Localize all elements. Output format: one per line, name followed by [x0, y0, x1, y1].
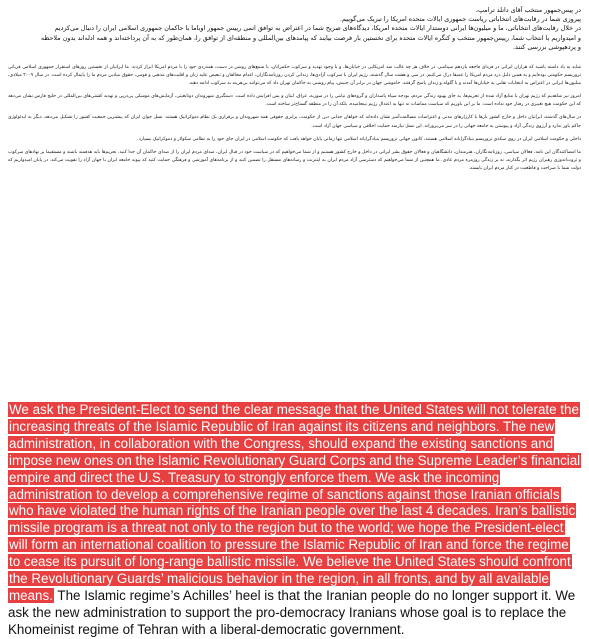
persian-paragraph: امروز نیز شاهدیم که رژیم تهران با منابع آزاد شده از تحریم‌ها، به جای بهبود زندگی مردم، بودجه سپاه پاسداران و گروه‌های نیابتی را در سوریه، عراق، لبنان و یمن افزایش داده است. دستگیری شهروندان دوتابعیتی، آزمایش‌های موشکی پی‌درپی و تهدید کشتی‌های بین‌المللی در خلیج فارس نشان می‌دهد که این حکومت هیچ تغییری در رفتار خود نداده است. ما بر این باوریم که سیاست مماشات نه تنها به اعتدال رژیم نینجامیده، بلکه آن را در منطقه گستاخ‌تر ساخته است. [8, 94, 581, 108]
persian-body-block [8, 64, 581, 356]
congratulation-line: پیروزی شما در رقابت‌های انتخاباتی ریاست جمهوری ایالات متحده امریکا را تبریک می‌گوییم. [340, 15, 581, 24]
persian-paragraph: شاید به یاد داشته باشید که هزاران ایرانی در فردای فاجعه یازدهم سپتامبر، در خلاف هر چه غالب ضد امریکایی در خیابان‌ها، و با وجود تهدید و سرکوب حکمرانان، با شمع‌های روشن در دست، همدردی خود را با مردم امریکا ابراز کردند. ما ایرانیان از نخستین روزهای استقرار جمهوری اسلامی قربانی تروریسم حکومتی بوده‌ایم و به همین دلیل درد مردم امریکا را عمیقا درک می‌کنیم. در سی و هشت سال گذشته، رژیم ایران با سرکوب آزادی‌ها، زندانی کردن روزنامه‌نگاران، اعدام مخالفان و تبعیض علیه زنان و اقلیت‌های مذهبی و قومی، حقوق بنیادین مردم ما را پایمال کرده است. در سال ۲۰۰۹ میلادی، میلیون‌ها ایرانی در اعتراض به انتخابات تقلبی به خیابان‌ها آمدند و با گلوله و زندان پاسخ گرفتند. خاموشی جهان در برابر آن جنبش، پیام روشنی به حاکمان تهران داد که می‌توانند بی‌هزینه به سرکوب ادامه دهند. [8, 65, 581, 87]
salutation-line: در پیس‌جمهور منتخب آقای دانلد ترامپ، [475, 6, 581, 14]
persian-paragraph: ما امضاکنندگان این نامه، فعالان سیاسی، روزنامه‌نگاران، هنرمندان، دانشگاهیان و فعالان حقوق بشر ایرانی در داخل و خارج کشور هستیم و از شما می‌خواهیم که در سیاست خود در قبال ایران، صدای مردم ایران را از صدای حاکمان آن جدا کنید. تحریم‌ها باید هدفمند باشند و مستقیما بر نهادهای سرکوب و ثروت‌اندوزی رهبران رژیم اثر بگذارند، نه بر زندگی روزمره مردم عادی. ما همچنین از شما می‌خواهیم که دسترسی آزاد مردم ایران به اینترنت و رسانه‌های مستقل را تضمین کنید و از برنامه‌های آموزشی و فرهنگی حمایت کنید که پیوند جامعه ایران با جهان آزاد را تقویت می‌کند. در پایان امیدواریم که دولت شما با صراحت و قاطعیت در کنار مردم ایران بایستد. [8, 149, 581, 171]
intro-line: و امیدواریم با انتخاب شما، رییس‌جمهور منتخب و کنگره ایالات متحده برای نخستین بار فرصت بیابند که پیامدهای بین‌المللی و منطقه‌ای از توافق را، همان‌طور که به آن پرداخته‌اند و همه ادله‌اند بدون ملاحظه [40, 33, 581, 42]
intro-line: در خلال رقابت‌های انتخاباتی، ما و میلیون‌ها ایرانی دوستدار ایالات متحده امریکا، دیدگاه‌های صریح شما در اعتراض به توافق اتمی رییس جمهور اوباما با حاکمان جمهوری اسلامی ایران را دنبال می‌کردیم [54, 24, 581, 33]
highlighted-text: We ask the President-Elect to send the clear message that the United States will not tolerate the increasing threats of the Islamic Republic of Iran against its citizens and neighbors. The new administration, in collaboration with the Congress, should expand the existing sanctions and impose new ones on the Islamic Revolutionary Guard Corps and the Supreme Leader’s financial empire and direct the U.S. Treasury to strongly enforce them. We ask the incoming administration to develop a comprehensive regime of sanctions against those Iranian officials who have violated the human rights of the Iranian people over the last 4 decades. Iran’s ballistic missile program is a threat not only to the region but to the world; we hope the President-elect will form an international coalition to pressure the Islamic Republic of Iran and force the regime to cease its pursuit of long-range ballistic missile. We believe the United States should confront the Revolutionary Guards’ malicious behavior in the region, in all fronts, and by all available means. [9, 402, 581, 603]
intro-line: و پردهپوشی بررسی کنند. [513, 42, 581, 51]
english-paragraph [8, 402, 581, 639]
persian-salutation-block [8, 6, 581, 52]
persian-paragraph: در سال‌های گذشته، ایرانیان داخل و خارج کشور بارها با کارزارهای مدنی و اعتراضات مسالمت‌آمیز نشان داده‌اند که خواهان جدایی دین از حکومت، برابری حقوقی همه شهروندان و برقراری یک نظام دموکراتیک هستند. نسل جوان ایران که بیشترین جمعیت کشور را تشکیل می‌دهد، دیگر به ایدئولوژی حاکم باور ندارد و آرزوی زندگی آزاد و پیوستن به جامعه جهانی را در سر می‌پروراند. این نسل نیازمند حمایت اخلاقی و سیاسی جهان آزاد است. [8, 115, 581, 129]
persian-paragraph: داخلی و حکومت اسلامی ایران در روی سکه‌ی تروریسم بنیادگرایانه اسلامی هستند، کانون جهانی تروریسم بنیادگرایانه اسلامی تنها زمانی پایان خواهد یافت که حکومت اسلامی در ایران جای خود را به نظامی سکولار و دموکراتیک بسپارد. [137, 136, 581, 142]
unhighlighted-text: The Islamic regime’s Achilles’ heel is that the Iranian people do no longer support it. We ask the new administration to support the pro-democracy Iranians whose goal is to replace the Khomeinist regime of Tehran with a liberal-democratic government. [8, 587, 576, 637]
